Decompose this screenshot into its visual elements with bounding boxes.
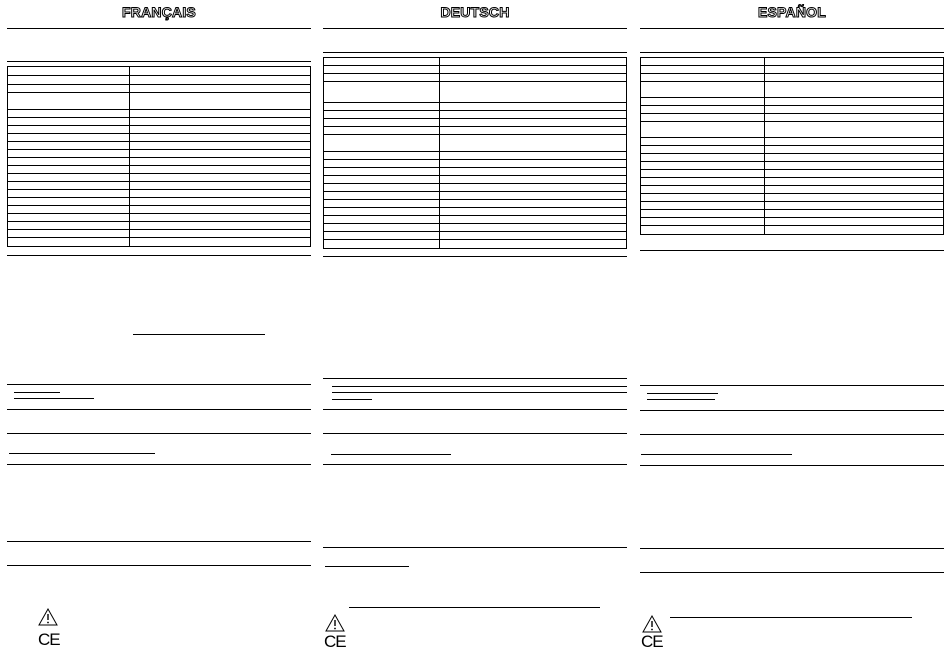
table-row bbox=[641, 202, 943, 210]
column-francais bbox=[7, 0, 311, 672]
table-row bbox=[641, 186, 943, 194]
divider bbox=[7, 255, 311, 256]
divider bbox=[640, 410, 944, 411]
underline bbox=[331, 454, 451, 455]
table-row bbox=[8, 174, 310, 182]
divider bbox=[640, 434, 944, 435]
table-row bbox=[8, 182, 310, 190]
underline bbox=[647, 393, 718, 394]
table-row bbox=[324, 111, 626, 119]
divider bbox=[640, 28, 944, 29]
column-heading: DEUTSCH bbox=[440, 4, 510, 20]
table-row bbox=[324, 232, 626, 240]
underline bbox=[641, 454, 792, 455]
table-row bbox=[641, 170, 943, 178]
divider bbox=[640, 385, 944, 386]
table-row bbox=[324, 119, 626, 127]
table-row bbox=[8, 76, 310, 85]
underline bbox=[647, 399, 715, 400]
underline bbox=[14, 398, 94, 399]
table-row bbox=[324, 127, 626, 135]
underline bbox=[9, 453, 155, 454]
table-row bbox=[641, 106, 943, 114]
divider bbox=[7, 384, 311, 385]
divider bbox=[323, 52, 627, 53]
table-row bbox=[641, 226, 943, 235]
table-row bbox=[8, 166, 310, 174]
table-row bbox=[8, 93, 310, 110]
column-heading: FRANÇAIS bbox=[122, 4, 196, 20]
divider bbox=[640, 572, 944, 573]
table-row bbox=[641, 58, 943, 66]
divider bbox=[7, 409, 311, 410]
divider bbox=[640, 548, 944, 549]
table-row bbox=[641, 154, 943, 162]
table-row bbox=[8, 238, 310, 247]
ce-mark: CE bbox=[324, 632, 346, 651]
divider bbox=[7, 433, 311, 434]
column-espanol bbox=[640, 0, 944, 672]
divider bbox=[640, 465, 944, 466]
table-row bbox=[641, 122, 943, 138]
divider bbox=[323, 433, 627, 434]
table-row bbox=[8, 118, 310, 126]
table-row bbox=[324, 74, 626, 82]
table-row bbox=[8, 150, 310, 158]
underline bbox=[332, 392, 627, 393]
column-heading: ESPAÑOL bbox=[757, 4, 827, 20]
divider bbox=[7, 565, 311, 566]
divider bbox=[7, 464, 311, 465]
table-row bbox=[641, 138, 943, 146]
underline bbox=[14, 392, 60, 393]
table-row bbox=[8, 126, 310, 134]
table-row bbox=[8, 110, 310, 118]
table-row bbox=[324, 135, 626, 152]
divider bbox=[323, 28, 627, 29]
spec-table bbox=[640, 57, 944, 235]
divider bbox=[7, 61, 311, 62]
table-row bbox=[641, 194, 943, 202]
table-row bbox=[8, 222, 310, 230]
spec-table bbox=[7, 66, 311, 247]
table-row bbox=[324, 160, 626, 168]
divider bbox=[7, 28, 311, 29]
table-row bbox=[8, 190, 310, 198]
divider bbox=[323, 378, 627, 379]
table-row bbox=[324, 176, 626, 184]
table-row bbox=[8, 134, 310, 142]
underline bbox=[670, 617, 912, 618]
table-row bbox=[8, 206, 310, 214]
table-row bbox=[324, 224, 626, 232]
underline bbox=[325, 566, 409, 567]
table-row bbox=[641, 162, 943, 170]
divider bbox=[323, 256, 627, 257]
divider bbox=[640, 250, 944, 251]
underline bbox=[332, 386, 627, 387]
table-row bbox=[641, 82, 943, 98]
table-row bbox=[641, 114, 943, 122]
table-row bbox=[324, 168, 626, 176]
table-row bbox=[8, 230, 310, 238]
table-row bbox=[324, 66, 626, 74]
table-row bbox=[8, 67, 310, 76]
table-row bbox=[8, 214, 310, 222]
table-row bbox=[324, 184, 626, 192]
divider bbox=[640, 52, 944, 53]
table-row bbox=[324, 192, 626, 200]
table-row bbox=[324, 216, 626, 224]
table-row bbox=[324, 58, 626, 66]
table-row bbox=[324, 200, 626, 208]
divider bbox=[7, 541, 311, 542]
table-row bbox=[641, 210, 943, 218]
table-row bbox=[8, 142, 310, 150]
table-row bbox=[324, 152, 626, 160]
underline bbox=[332, 399, 372, 400]
table-row bbox=[324, 103, 626, 111]
table-row bbox=[641, 178, 943, 186]
table-row bbox=[641, 146, 943, 154]
divider bbox=[323, 409, 627, 410]
table-row bbox=[324, 82, 626, 103]
table-row bbox=[641, 98, 943, 106]
table-row bbox=[324, 240, 626, 249]
divider bbox=[323, 547, 627, 548]
table-row bbox=[8, 158, 310, 166]
table-row bbox=[324, 208, 626, 216]
divider bbox=[323, 464, 627, 465]
table-row bbox=[641, 74, 943, 82]
ce-mark: CE bbox=[38, 630, 60, 649]
underline bbox=[133, 334, 265, 335]
ce-mark: CE bbox=[641, 632, 663, 651]
column-deutsch bbox=[323, 0, 627, 672]
table-row bbox=[8, 85, 310, 93]
spec-table bbox=[323, 57, 627, 249]
table-row bbox=[641, 66, 943, 74]
table-row bbox=[641, 218, 943, 226]
table-row bbox=[8, 198, 310, 206]
underline bbox=[349, 607, 600, 608]
